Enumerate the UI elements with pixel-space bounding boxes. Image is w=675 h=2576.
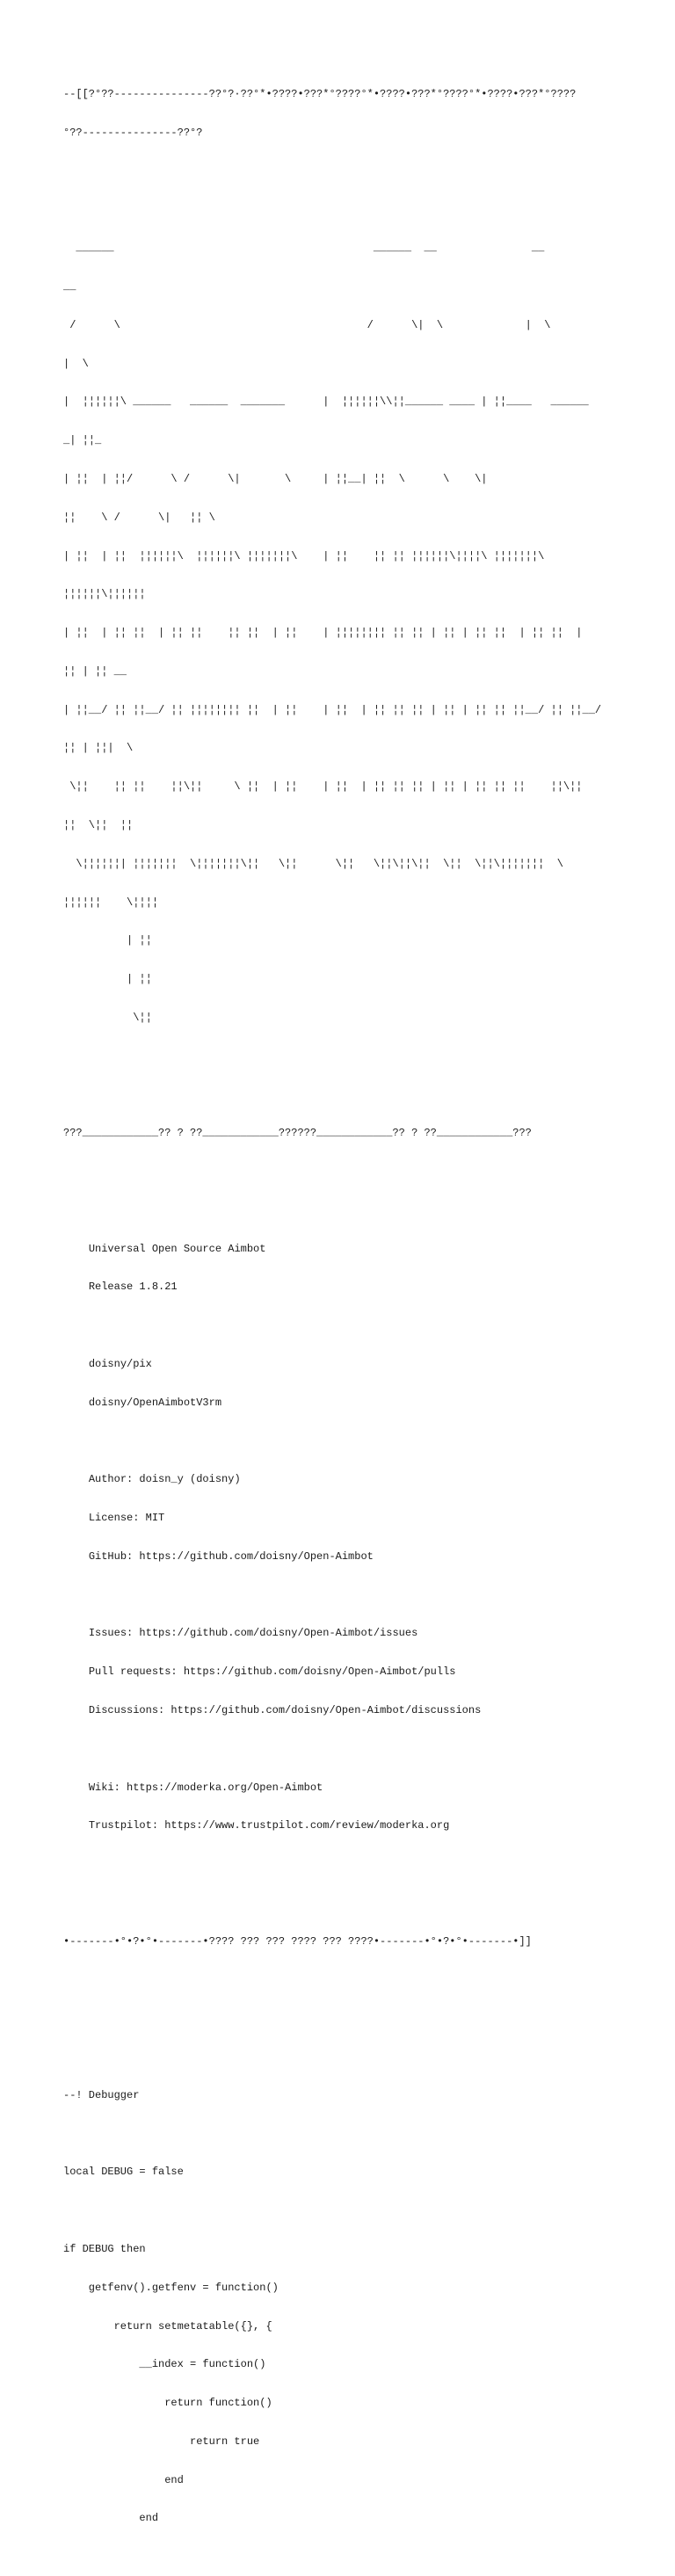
ascii-banner-line: \¦¦ [63, 1011, 152, 1024]
blank-line [63, 1973, 601, 1986]
ascii-banner-line: | ¦¦ | ¦¦ ¦¦¦¦¦¦\ ¦¦¦¦¦¦\ ¦¦¦¦¦¦¦\ | ¦¦ ¦¦ ¦¦ ¦¦¦¦¦¦\¦¦¦¦\ ¦¦¦¦¦¦¦\ [63, 549, 545, 562]
ascii-banner-line: | ¦¦__/ ¦¦ ¦¦__/ ¦¦ ¦¦¦¦¦¦¦¦ ¦¦ | ¦¦ | ¦¦ | ¦¦ ¦¦ ¦¦ | ¦¦ | ¦¦ ¦¦ ¦¦__/ ¦¦ ¦¦__/ [63, 703, 602, 716]
ascii-banner-line: | ¦¦ | ¦¦ ¦¦ | ¦¦ ¦¦ ¦¦ ¦¦ | ¦¦ | ¦¦¦¦¦¦¦¦ ¦¦ ¦¦ | ¦¦ | ¦¦ ¦¦ | ¦¦ ¦¦ | [63, 627, 583, 640]
divider-top: ???____________?? ? ??____________??????____________?? ? ??____________??? [63, 1127, 532, 1140]
repo-name: doisny/OpenAimbotV3rm [88, 1396, 222, 1409]
ascii-banner-line: | ¦¦¦¦¦¦\ ______ ______ _______ | ¦¦¦¦¦¦\\¦¦______ ____ | ¦¦____ ______ [63, 395, 589, 409]
code-block [63, 2064, 601, 2551]
code-line: __index = function() [63, 2358, 266, 2371]
ascii-banner-line: | \ [63, 357, 89, 370]
repo-name: doisny/pix [88, 1357, 152, 1370]
blank-line [63, 1319, 601, 1332]
blank-line [63, 1743, 601, 1756]
blank-line [63, 1435, 601, 1448]
issues-link-line: Issues: https://github.com/doisny/Open-Aimbot/issues [88, 1627, 418, 1640]
ascii-banner-line: | ¦¦ | ¦¦/ \ / \| \ | ¦¦__| ¦¦ \ \ \| [63, 473, 488, 485]
code-line: return true [63, 2435, 260, 2448]
code-line: end [63, 2512, 159, 2525]
blank-line [63, 1089, 601, 1102]
ascii-banner-line: ¦¦ | ¦¦ __ [63, 664, 127, 678]
license-line: License: MIT [88, 1512, 165, 1525]
ascii-banner-line: ______ ______ __ __ [63, 242, 545, 255]
project-title: Universal Open Source Aimbot [88, 1242, 266, 1255]
ascii-banner-line: ¦¦¦¦¦¦\¦¦¦¦¦¦ [63, 588, 146, 601]
ascii-banner-line: __ [63, 280, 76, 294]
ascii-banner-line: ¦¦ | ¦¦| \ [63, 742, 134, 755]
blank-line [63, 1589, 601, 1602]
code-line: local DEBUG = false [63, 2166, 184, 2179]
author-line: Author: doisn_y (doisny) [88, 1473, 241, 1486]
code-line: return setmetatable({}, { [63, 2319, 272, 2333]
ascii-banner-line: \¦¦ ¦¦ ¦¦ ¦¦\¦¦ \ ¦¦ | ¦¦ | ¦¦ | ¦¦ ¦¦ ¦¦ | ¦¦ | ¦¦ ¦¦ ¦¦ ¦¦\¦¦ [63, 780, 583, 794]
ascii-banner-line: | ¦¦ [63, 934, 152, 947]
ascii-banner-line: / \ / \| \ | \ [63, 318, 551, 331]
wiki-link-line: Wiki: https://moderka.org/Open-Aimbot [88, 1781, 323, 1794]
discussions-link-line: Discussions: https://github.com/doisny/Open-Aimbot/discussions [88, 1704, 482, 1716]
code-line: if DEBUG then [63, 2242, 146, 2255]
ascii-banner-line: \¦¦¦¦¦¦| ¦¦¦¦¦¦¦ \¦¦¦¦¦¦¦\¦¦ \¦¦ \¦¦ \¦¦\¦¦\¦¦ \¦¦ \¦¦\¦¦¦¦¦¦¦ \ [63, 857, 563, 870]
ascii-banner-line: | ¦¦ [63, 973, 152, 986]
ascii-banner-line: ¦¦ \ / \| ¦¦ \ [63, 511, 215, 524]
trustpilot-link-line: Trustpilot: https://www.trustpilot.com/review/moderka.org [88, 1819, 450, 1832]
header-divider-line-1: --[[?°??---------------??°?·??°*•????•???*°????°*•????•???*°????°*•????•???*°???? [63, 88, 577, 101]
blank-line [63, 1165, 601, 1179]
ascii-banner [63, 216, 601, 1050]
pulls-link-line: Pull requests: https://github.com/doisny/Open-Aimbot/pulls [88, 1665, 456, 1679]
code-line: getfenv().getfenv = function() [63, 2281, 279, 2294]
header-divider-line-2: °??---------------??°? [63, 126, 203, 139]
ascii-banner-line: _| ¦¦_ [63, 434, 102, 447]
ascii-banner-line: ¦¦ \¦¦ ¦¦ [63, 819, 134, 832]
blank-line [63, 1897, 601, 1910]
script-source [63, 62, 601, 2576]
divider-bottom: •-------•°•?•°•-------•???? ??? ??? ???? ??? ????•-------•°•?•°•-------•]] [63, 1934, 532, 1948]
code-comment: --! Debugger [63, 2088, 140, 2101]
blank-line [63, 2204, 601, 2217]
info-block [63, 1216, 601, 1858]
code-line: return function() [63, 2397, 272, 2410]
blank-line [63, 2128, 601, 2141]
blank-line [63, 2012, 601, 2025]
code-line: end [63, 2473, 184, 2486]
release-version: Release 1.8.21 [88, 1281, 178, 1294]
blank-line [63, 165, 601, 178]
github-link-line: GitHub: https://github.com/doisny/Open-Aimbot [88, 1549, 374, 1563]
ascii-banner-line: ¦¦¦¦¦¦ \¦¦¦¦ [63, 896, 159, 909]
